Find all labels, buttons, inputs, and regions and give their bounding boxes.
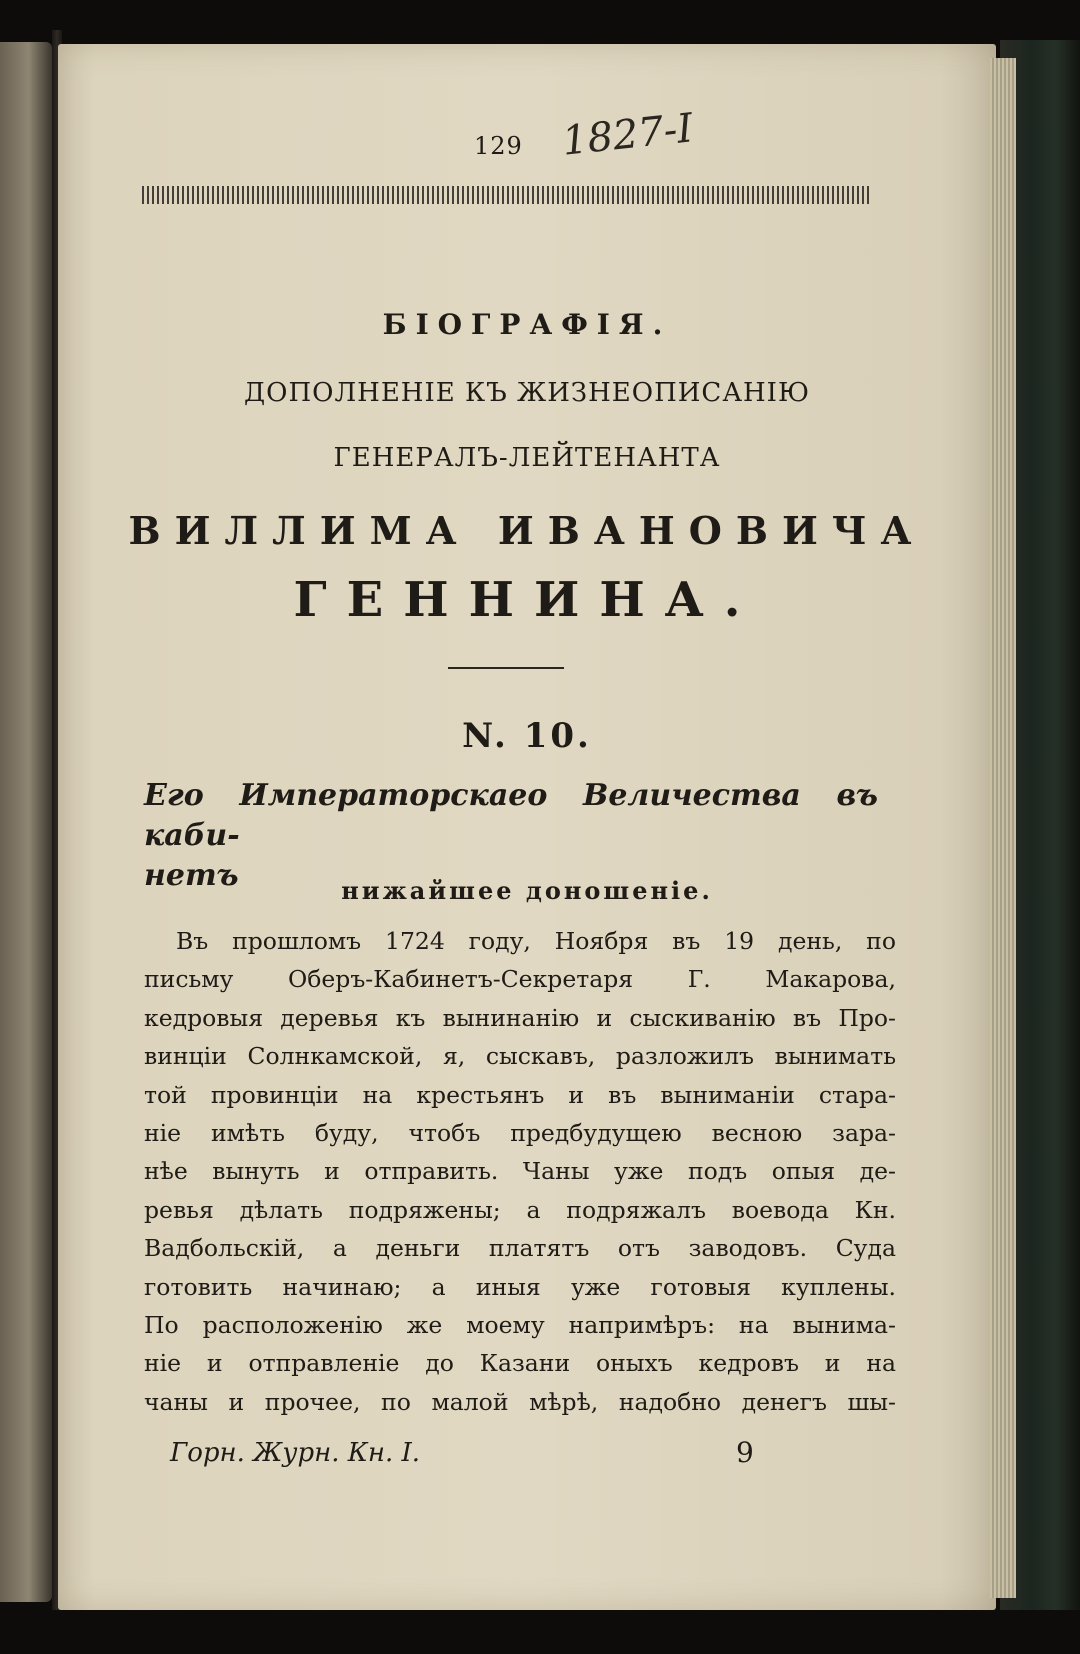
body-line: ревья дѣлать подряжены; а подряжалъ воевода Кн. <box>144 1195 896 1224</box>
addressee-line-1: Его Императорскаео Величества въ каби- <box>144 778 878 853</box>
document-heading: нижайшее доношеніе. <box>341 876 713 905</box>
body-line: ніе имѣть буду, чтобъ предбудущею весною зара- <box>144 1119 896 1148</box>
handwritten-note: 1827-I <box>559 105 696 165</box>
subtitle-line-1: ДОПОЛНЕНІЕ КЪ ЖИЗНЕОПИСАНІЮ <box>244 378 810 408</box>
body-line: По расположенію же моему напримѣръ: на вынима- <box>144 1311 896 1340</box>
body-line: чаны и прочее, по малой мѣрѣ, надобно денегъ шы- <box>144 1387 896 1416</box>
body-line: винціи Солнкамской, я, сыскавъ, разложилъ вынимать <box>144 1042 896 1071</box>
footer-signature: Горн. Журн. Кн. I. <box>170 1438 421 1468</box>
body-line: той провинціи на крестьянъ и въ выниманіи стара- <box>144 1080 896 1109</box>
body-line: Вадбольскій, а деньги платятъ отъ заводовъ. Суда <box>144 1234 896 1263</box>
body-line: ніе и отправленіе до Казани оныхъ кедровъ и на <box>144 1349 896 1378</box>
document-number: N. 10. <box>462 716 592 756</box>
left-page-edge <box>0 42 52 1602</box>
body-line: готовить начинаю; а иныя уже готовыя куплены. <box>144 1272 896 1301</box>
body-text <box>144 922 896 1421</box>
subject-name-line-2: ГЕННИНА. <box>293 572 761 628</box>
section-title: БІОГРАФІЯ. <box>382 308 672 341</box>
body-line: письму Оберъ-Кабинетъ-Секретаря Г. Макарова, <box>144 965 896 994</box>
page-stack-edges <box>990 58 1016 1598</box>
subtitle-line-2: ГЕНЕРАЛЪ-ЛЕЙТЕНАНТА <box>333 443 721 473</box>
body-line: Въ прошломъ 1724 году, Ноября въ 19 день, по <box>176 927 896 955</box>
subject-name-line-1: ВИЛЛИМА ИВАНОВИЧА <box>128 508 926 553</box>
divider-rule <box>448 667 564 669</box>
page-number: 129 <box>474 132 523 160</box>
signature-number: 9 <box>736 1436 754 1469</box>
body-line: кедровыя деревья къ вынинанію и сыскиванію въ Про- <box>144 1003 896 1032</box>
ornamental-rule <box>142 186 870 204</box>
addressee-line-2: нетъ <box>144 858 239 893</box>
body-line: нѣе вынуть и отправить. Чаны уже подъ опыя де- <box>144 1157 896 1186</box>
